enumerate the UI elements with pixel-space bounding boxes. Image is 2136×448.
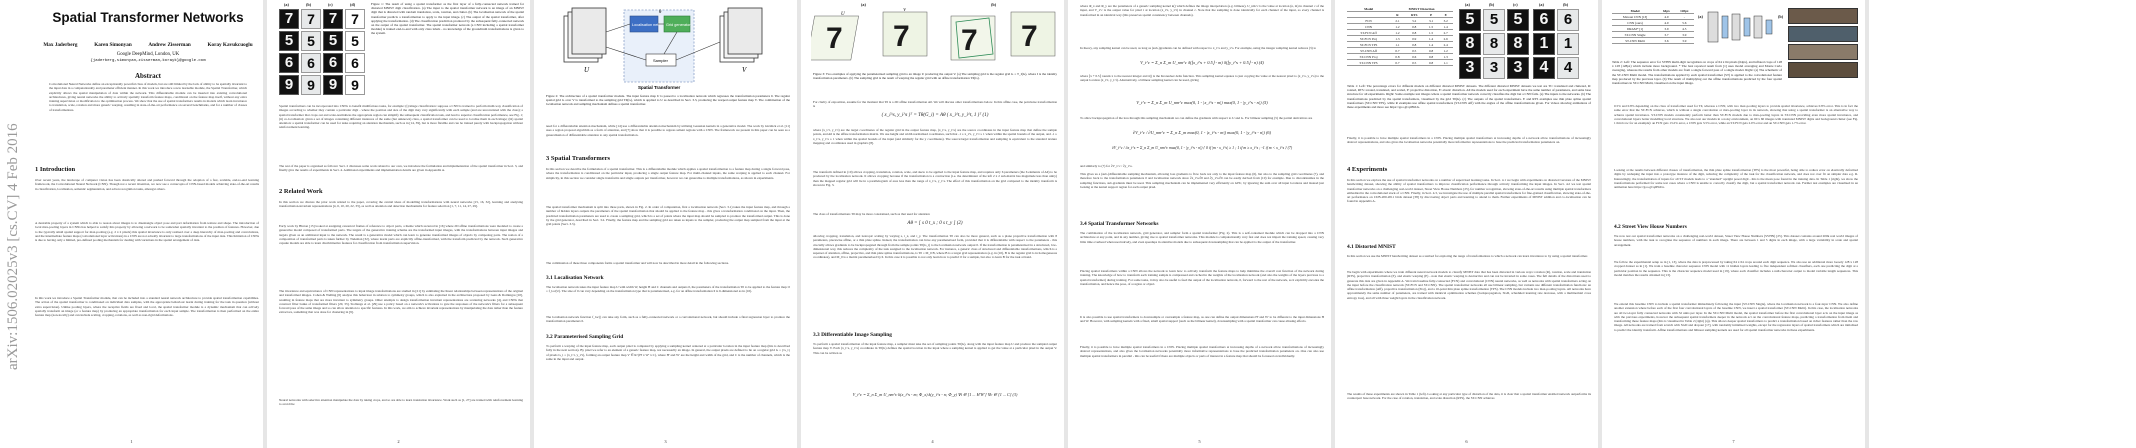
digit-glyph: 9 — [307, 77, 315, 93]
example-grid — [1557, 57, 1579, 79]
digit-glyph: 6 — [328, 54, 338, 71]
svhn-image — [1788, 44, 1858, 60]
body-paragraph: It is also possible to use spatial transformers to downsample or oversample a feature map, as one can define the output dimensions H' and W' to be different to the input dimensions H and W. However, with sampling kernels with a fixed, small spatial support (such as the bilinear kernel), downsampling with a spatial transformer can cause aliasing effects. — [1080, 315, 1324, 324]
table-cell: 0.8 — [1424, 54, 1439, 60]
table-header: Model — [1612, 8, 1658, 14]
table-cell: 0.5 — [1405, 60, 1424, 66]
svhn-image — [1788, 62, 1858, 78]
digit-glyph: 6 — [1539, 11, 1549, 28]
table-cell: - — [1675, 14, 1694, 20]
table-cell: ST-FCN TPS — [1347, 42, 1390, 48]
table-cell: 1.3 — [1390, 36, 1405, 42]
author-emails: {jaderberg,simonyan,zisserman,korayk}@google.com — [90, 59, 206, 63]
subsection-heading: 3.4 Spatial Transformer Networks — [1080, 221, 1159, 227]
digit-glyph: 9 — [351, 77, 359, 93]
layer-block — [1732, 14, 1740, 40]
body-paragraph: Early work by Hinton [15] looked at assigning canonical frames of reference to object parts, a theme which recurred in [16] where 2D affine transformations were modeled to create a generative model composed of transformed parts. The targets of the generative training scheme are the transformed input images, with the transformations between input images and targets given as an additional input to the network. The result is a generative model which can learn to generate transformed images of objects by composing parts. The notion of a composition of transformed parts is taken further by Tieleman [32], where learnt parts are explicitly affine-transformed, with the transform predicted by the network. Such generative capsule models are able to learn discriminative features for classification from transformation supervision. — [279, 224, 523, 246]
example-output — [1507, 9, 1529, 31]
digit-glyph: 5 — [307, 33, 315, 49]
equation: ( x_i^s, y_i^s )ᵀ = Tθ(G_i) = Aθ ( x_i^t, y_i^t, 1 )ᵀ (1) — [881, 113, 989, 118]
fig1-output-image — [323, 75, 343, 95]
fig1-transform-grid — [301, 31, 321, 51]
table-cell: CNN (ours) — [1612, 20, 1658, 26]
fig3-panel-label: (b) — [991, 2, 997, 7]
table-cell: ST-CNN Multi — [1612, 38, 1658, 44]
body-paragraph: The invariance and equivariance of CNN representations to input image transformations are studied in [21] by estimating the linear relationships between representations of the original and transformed images. Cohen & Welling [6] analyse this behaviour in relation to symmetry groups, which is also exploited in the architecture proposed by Gens & Domingos [10], resulting in feature maps that are more invariant to symmetry groups. Other attempts to design transformation invariant representations are scattering networks [4], and CNNs that construct filter banks of transformed filters [20, 33]. Stollenga et al. [29] use a policy based on a network's activations to gate the responses of the network's filters for a subsequent forward pass of the same image and so can allow attention to specific features. In this work, we aim to achieve invariant representations by manipulating the data rather than the feature extractors, something that was done for clustering in [9]. — [279, 289, 523, 315]
page-number: 4 — [931, 439, 934, 444]
fig1-output-image — [323, 31, 343, 51]
table-cell: 3.9 — [1675, 32, 1694, 38]
body-paragraph: We begin with experiments where we train different neural network models to classify MNIST data that has been distorted in various ways: rotation (R), rotation, scale and translation (RTS), projective transformation (P), and elastic warping (E) - note that elastic warping is destructive and can not be inverted in some cases. The full details of the distortions used to generate this data are given in Appendix A. We train baseline fully-connected (FCN) and convolutional (CNN) neural networks, as well as networks with spatial transformers acting on the input before the classification network (ST-FCN and ST-CNN). The spatial transformer networks all use bilinear sampling, but variants use different transformation functions: an affine transformation (Aff), projective transformation (Proj), and a 16-point thin plate spline transformation (TPS). The CNN models include two max-pooling layers. All networks have approximately the same number of parameters, are trained with identical optimisation schemes (backpropagation, SGD, scheduled learning rate decrease, with a multinomial cross entropy loss), and all with three weight layers in the classification network. — [1347, 270, 1591, 300]
fig3-panel-a — [811, 8, 927, 60]
table-col-header: E — [1438, 12, 1453, 18]
digit-glyph: 5 — [1513, 11, 1523, 28]
table-cell: 1.5 — [1424, 30, 1439, 36]
fig3-v-label: V — [903, 8, 907, 13]
digit-glyph: 6 — [307, 55, 315, 71]
example-grid — [1483, 9, 1505, 31]
body-paragraph: where (x_i^t, y_i^t) are the target coordinates of the regular grid in the output feature map, (x_i^s, y_i^s) are the source coordinates in the input feature map that define the sample points, and Aθ is the affine transformation matrix. We use height and width normalised coordinates, such that -1 ≤ x_i^t, y_i^t ≤ 1 when within the spatial bounds of the output, and -1 ≤ x_i^s, y_i^s ≤ 1 when within the spatial bounds of the input (and similarly for the y coordinates). The source/target transformation and sampling is equivalent to the standard texture mapping and coordinates used in graphics [8]. — [813, 128, 1057, 145]
body-paragraph: The combination of these three components forms a spatial transformer and will now be described in more detail in the following sections. — [546, 261, 729, 265]
page-number: 5 — [1198, 439, 1201, 444]
example-input — [1533, 9, 1555, 31]
fig1-input-image — [279, 53, 299, 73]
fig1-input-image — [279, 9, 299, 29]
table-col-header: R — [1390, 12, 1405, 18]
table-cell: 1.4 — [1438, 24, 1453, 30]
v-label: V — [742, 66, 747, 74]
body-paragraph: allowing cropping, translation, and isotropic scaling by varying s, t_x, and t_y. The transformation Tθ can also be more general, such as a plane projective transformation with 8 parameters, piecewise affine, or a thin plate spline. Indeed, the transformation can have any parameterised form, provided that it is differentiable with respect to the parameters - this crucially allows gradients to be backpropagated through from the sample points Tθ(G_i) to the localisation network output θ. If the transformation is parameterised in a structured, low-dimensional way, this reduces the complexity of the task assigned to the localisation network. For instance, a generic class of structured and differentiable transformations, which is a superset of attention, affine, projective, and thin plate spline transformations, is Tθ = M_θ B, where B is a target grid representation (e.g. in (10), B is the regular grid G in homogeneous coordinates), and M_θ is a matrix parameterised by θ. In this case it is possible to not only learn how to predict θ for a sample, but also to learn B for the task at hand. — [813, 234, 1057, 260]
table-cell: 0.7 — [1390, 60, 1405, 66]
author-name: Koray Kavukcuoglu — [207, 42, 253, 48]
table-cell: 0.6 — [1405, 54, 1424, 60]
body-paragraph: The rest of the paper is organised as follows: Sect. 2 discusses some work related to our own, we introduce the formulation and implementation of the spatial transformer in Sect. 3, and finally give the results of experiments in Sect. 4. Additional experiments and implementation details are given in Appendix A. — [279, 164, 523, 173]
table-header: 128px — [1675, 8, 1694, 14]
example-input — [1459, 57, 1481, 79]
figure-2-caption: Figure 2: The architecture of a spatial transformer module. The input feature map U is passed to a localisation network which regresses the transformation parameters θ. The regular spatial grid G over V is transformed to the sampling grid Tθ(G), which is applied to U as described in Sect. 3.3, producing the warped output feature map V. The combination of the localisation network and sampling mechanism defines a spatial transformer. — [546, 94, 790, 107]
table-cell: 3.6 — [1658, 38, 1675, 44]
fig1-col-label: (b) — [306, 2, 312, 7]
fig1-prediction — [345, 75, 365, 95]
page-3 — [534, 0, 797, 448]
fig-panel-label: (b) — [1778, 14, 1784, 19]
digit-glyph: 5 — [1489, 11, 1499, 28]
page-number: 2 — [397, 439, 400, 444]
table-2-caption: Table 2: Left: The sequence error for SVHN multi-digit recognition on crops of 64 x 64 pixels (64px), and inflated crops of 128 x 128 (128px) which include more background. * The best reported result from [1] uses model averaging and Monte Carlo averaging, whereas the results from other models are from a single forward pass of a single model. Right: (a) The schematic of the ST-CNN Multi model. The transformations applied by each spatial transformer (ST) is applied to the convolutional feature map produced by the previous layer. (b) The result of multiplying out the affine transformations predicted by the four spatial transformers in ST-CNN Multi, visualised on the input image. — [1612, 60, 1782, 86]
digit-glyph: 1 — [1539, 35, 1549, 52]
results-table-2 — [1612, 8, 1694, 44]
equation: ∂V_i^c / ∂U_nm^c = Σ_n Σ_m max(0, 1 - |x_i^s - m|) max(0, 1 - |y_i^s - n|) (6) — [1132, 130, 1272, 135]
page-6 — [1335, 0, 1598, 448]
digit-glyph: 7 — [826, 22, 843, 55]
example-col-label: (a) — [1465, 2, 1470, 7]
section-heading: 3 Spatial Transformers — [546, 155, 611, 162]
table-row — [1612, 38, 1694, 44]
body-paragraph: We now test our spatial transformer networks on a challenging real-world dataset, Street View House Numbers (SVHN) [25]. This dataset contains around 200k real world images of house numbers, with the task to recognise the sequence of numbers in each image. There are between 1 and 5 digits in each image, with a large variability in scale and spatial arrangement. — [1614, 234, 1858, 247]
author-list — [35, 42, 261, 48]
subsection-heading: 3.3 Differentiable Image Sampling — [813, 332, 892, 338]
body-paragraph: In this section we describe the formulation of a spatial transformer. This is a differentiable module which applies a spatial transformation to a feature map during a single forward pass, where the transformation is conditioned on the particular input, producing a single output feature map. For multi-channel inputs, the same warping is applied to each channel. For simplicity, in this section we consider single transforms and single outputs per transformer, however we can generalise to multiple transformations, as shown in experiments. — [546, 167, 790, 180]
digit-glyph: 7 — [328, 10, 338, 27]
equation: V_i^c = Σ_n Σ_m U_nm^c δ(⌊x_i^s + 0.5⌋ - m) δ(⌊y_i^s + 0.5⌋ - n) (4) — [1140, 60, 1264, 65]
table-cell: 1.2 — [1438, 48, 1453, 54]
table-cell: Maxout CNN [13] — [1612, 14, 1658, 20]
table-cell: 1.1 — [1438, 60, 1453, 66]
fig1-output-image — [323, 9, 343, 29]
author-name: Andrew Zisserman — [148, 42, 191, 48]
module-title: Spatial Transformer — [638, 85, 681, 90]
grid-generator-label: Grid generator — [666, 23, 691, 27]
table-cell: 0.8 — [1405, 24, 1424, 30]
table-cell: 1.2 — [1390, 24, 1405, 30]
digit-glyph: 3 — [1489, 59, 1499, 76]
abstract-heading: Abstract — [134, 72, 162, 80]
fig3-panel-b — [951, 12, 1055, 60]
digit-glyph: 8 — [1465, 35, 1475, 52]
table-cell: 0.8 — [1424, 48, 1439, 54]
input-feature-map — [572, 8, 606, 54]
body-paragraph: In this section we explore the use of spatial transformer networks on a number of supervised learning tasks. In Sect. 4.1 we begin with experiments on distorted versions of the MNIST handwriting dataset, showing the ability of spatial transformers to improve classification performance through actively transforming the input images. In Sect. 4.2 we test spatial transformer networks on a challenging real-world dataset, Street View House Numbers [25], for number recognition, showing state-of-the-art results using multiple spatial transformers embedded in the convolutional stack of a CNN. Finally, in Sect. 4.3, we investigate the use of multiple parallel spatial transformers for fine-grained classification, showing state-of-the-art performance on CUB-200-2011 birds dataset [38] by discovering object parts and learning to attend to them. Further experiments of MNIST addition and co-localisation can be found in Appendix A. — [1347, 178, 1591, 204]
body-paragraph: To allow backpropagation of the loss through this sampling mechanism we can define the gradients with respect to U and G. For bilinear sampling (5) the partial derivatives are — [1080, 116, 1313, 120]
body-paragraph: need for a differentiable attention mechanism, while [14] use a differentiable attention mechanism by utilising Gaussian kernels in a generative model. The work by Girshick et al. [11] uses a region proposal algorithm as a form of attention, and [7] show that it is possible to regress salient regions with a CNN. The framework we present in this paper can be seen as a generalisation of differentiable attention to any spatial transformation. — [546, 124, 790, 137]
digit-glyph: 9 — [328, 76, 338, 93]
digit-glyph: 3 — [1513, 59, 1523, 76]
table-cell: 0.8 — [1405, 30, 1424, 36]
subsection-heading: 3.2 Parameterised Sampling Grid — [546, 334, 624, 340]
digit-glyph: 7 — [893, 20, 910, 53]
body-paragraph: Finally, it is possible to have multiple spatial transformers in a CNN. Placing multiple spatial transformers at increasing depths of a network allow transformations of increasingly abstract representations, and also gives the localisation networks potentially more informative representations to base the predicted transformation parameters on. One can also use multiple spatial transformers in parallel - this can be useful if there are multiple objects or parts of interest in a feature map that should be focussed on individually. — [1080, 345, 1324, 358]
page-4 — [801, 0, 1064, 448]
table-cell: 0.8 — [1424, 60, 1439, 66]
arxiv-stamp — [5, 40, 27, 370]
body-paragraph: For clarity of exposition, assume for the moment that Tθ is a 2D affine transformation Aθ. We will discuss other transformations below. In this affine case, the pointwise transformation is — [813, 100, 1057, 109]
example-input — [1459, 9, 1481, 31]
st-block — [1744, 18, 1750, 36]
body-paragraph: Placing spatial transformers within a CNN allows the network to learn how to actively transform the feature maps to help minimise the overall cost function of the network during training. The knowledge of how to transform each training sample is compressed and cached in the weights of the localisation network (and also the weights of the layers previous to a spatial transformer) during training. For some tasks, it may also be useful to feed the output of the localisation network, θ, forward to the rest of the network, as it explicitly encodes the transformation, and hence the pose, of a region or object. — [1080, 269, 1324, 286]
body-paragraph: and similarly to (7) for ∂V_i^c / ∂y_i^s. — [1080, 164, 1133, 168]
table-header: Model — [1347, 6, 1390, 12]
page-1 — [0, 0, 263, 448]
equation: Aθ = [ s 0 t_x ; 0 s t_y ] (2) — [907, 221, 963, 226]
fig-panel-label: (a) — [1698, 14, 1703, 19]
table-cell: 2.6 — [1438, 36, 1453, 42]
fig1-input-image — [279, 31, 299, 51]
equation: ∂V_i^c / ∂x_i^s = Σ_n Σ_m U_nm^c max(0, 1 - |y_i^s - n|) { 0 if |m - x_i^s| ≥ 1 ; 1 if m ≥ x_i^s ; -1 if m < x_i^s } (7) — [1111, 146, 1293, 150]
body-paragraph: Neural networks with selective attention manipulate the data by taking crops, and so are able to learn translation invariance. Work such as [1, 27] are trained with reinforcement learning to avoid the — [279, 398, 523, 407]
table-cell: 1.3 — [1438, 54, 1453, 60]
body-paragraph: In this section we discuss the prior work related to the paper, covering the central ideas of modelling transformations with neural networks [15, 16, 32], learning and analysing transformation-invariant representations [4, 6, 10, 20, 22, 33], as well as attention and detection mechanisms for feature selection [1, 7, 11, 14, 27, 29]. — [279, 200, 523, 209]
intro-paragraph: Over recent years, the landscape of computer vision has been drastically altered and pushed forward through the adoption of a fast, scalable, end-to-end learning framework, the Convolutional Neural Network (CNN). Though not a recent invention, we now see a cornucopia of CNN-based models achieving state-of-the-art results in classification, localisation, semantic segmentation, and action recognition tasks, amongst others. — [35, 178, 259, 191]
table-header: MNIST Distortion — [1390, 6, 1453, 12]
digit-glyph: 3 — [1465, 59, 1475, 76]
page-number: 6 — [1465, 439, 1468, 444]
affiliation — [35, 52, 261, 64]
localisation-net-label: Localisation net — [632, 23, 659, 27]
fig1-transform-grid — [301, 53, 321, 73]
intro-paragraph: In this work we introduce a Spatial Transformer module, that can be included into a standard neural network architecture to provide spatial transformation capabilities. The action of the spatial transformer is conditioned on individual data samples, with the appropriate behaviour learnt during training for the task in question (without extra supervision). Unlike pooling layers, where the receptive fields are fixed and local, the spatial transformer module is a dynamic mechanism that can actively spatially transform an image (or a feature map) by producing an appropriate transformation for each input sample. The transformation is then performed on the entire feature map (non-locally) and can include scaling, cropping, rotations, as well as non-rigid deformations. — [35, 296, 259, 318]
abstract-text: Convolutional Neural Networks define an exceptionally powerful class of models, but are still limited by the lack of ability to be spatially invariant to the input data in a computationally and parameter efficient manner. In this work we introduce a new learnable module, the Spatial Transformer, which explicitly allows the spatial manipulation of data within the network. This differentiable module can be inserted into existing convolutional architectures, giving neural networks the ability to actively spatially transform feature maps, conditional on the feature map itself, without any extra training supervision or modification to the optimisation process. We show that the use of spatial transformers results in models which learn invariance to translation, scale, rotation and more generic warping, resulting in state-of-the-art performance on several benchmarks, and for a number of classes of transformations. — [49, 82, 247, 112]
table-cell: 2.1 — [1390, 18, 1405, 24]
u-label: U — [584, 66, 590, 74]
table-cell: 0.7 — [1390, 48, 1405, 54]
digit-glyph: 7 — [351, 11, 359, 27]
table-cell: 3.1 — [1424, 18, 1439, 24]
example-col-label: (b) — [1489, 2, 1495, 7]
st-cnn-multi-schematic — [1706, 6, 1776, 50]
body-paragraph: The transform defined in (10) allows cropping, translation, rotation, scale, and skew to be applied to the input feature map, and requires only 6 parameters (the 6 elements of Aθ) to be produced by the localisation network. It allows cropping because if the transformation is a contraction (i.e. the determinant of the left 2 x 2 sub-matrix has magnitude less than unity) then the mapped regular grid will lie in a parallelogram of area less than the range of x_i^s, y_i^s. The effect of this transformation on the grid compared to the identity transform is shown in Fig. 3. — [813, 170, 1057, 187]
digit-glyph: 8 — [1489, 35, 1499, 52]
table-cell: 3.7 — [1658, 32, 1675, 38]
digit-glyph: 7 — [284, 10, 294, 27]
digit-glyph: 5 — [284, 32, 294, 49]
body-paragraph: We follow the experimental setup as in [1, 13], where the data is preprocessed by taking 64 x 64 crops around each digit sequence. We also use an additional more loosely 128 x 128 cropped dataset as in [1]. We train a baseline character sequence CNN model with 11 hidden layers leading to five independent softmax classifiers, each one predicting the digit at a particular position in the sequence. This is the character sequence model used in [19], where each classifier includes a null-character output to model variable length sequences. This model matches the results obtained in [13]. — [1614, 260, 1858, 277]
table-cell: 3.2 — [1438, 18, 1453, 24]
digit-glyph: 6 — [351, 55, 359, 71]
st-block — [1766, 20, 1772, 34]
affiliation-text: Google DeepMind, London, UK — [116, 52, 180, 57]
body-paragraph: We extend this baseline CNN to include a spatial transformer immediately following the input (ST-CNN Single), where the localisation network is a four-layer CNN. We also define another extension where before each of the first four convolutional layers of the baseline CNN, we insert a spatial transformer (ST-CNN Multi). In this case, the localisation networks are all two-layer fully connected networks with 32 units per layer. In the ST-CNN Multi model, the spatial transformer before the first convolutional layer acts on the input image as with the previous experiments, however the subsequent spatial transformers deeper in the network act on the convolutional feature maps, predicting a transformation from them and transforming these feature maps (this is visualised in Table 2 (right) (a)). This allows deeper spatial transformers to predict a transformation based on richer features rather than the raw image. All networks are trained from scratch with SGD and dropout [17], with randomly initialised weights, except for the regression layers of spatial transformers which are initialised to predict the identity transform. Affine transformations and bilinear sampling kernels are used for all spatial transformer networks in these experiments. — [1614, 302, 1858, 332]
digit-glyph: 7 — [961, 24, 978, 57]
table-header: 64px — [1658, 8, 1675, 14]
table-cell: 1.4 — [1424, 42, 1439, 48]
fig1-prediction — [345, 31, 365, 51]
table-cell: 3.9 — [1675, 38, 1694, 44]
digit-glyph: 1 — [1563, 35, 1573, 52]
table-cell: 4.0 — [1658, 20, 1675, 26]
fig1-output-image — [323, 53, 343, 73]
table-cell: 2.4 — [1438, 42, 1453, 48]
table-cell: ST-CNN Proj — [1347, 54, 1390, 60]
author-name: Max Jaderberg — [43, 42, 78, 48]
example-input — [1533, 33, 1555, 55]
table-cell: CNN — [1347, 24, 1390, 30]
arxiv-id: arXiv:1506.02025v3 [cs.CV] 4 Feb 2016 — [5, 123, 21, 370]
subsection-heading: 3.1 Localisation Network — [546, 275, 604, 281]
example-grid — [1483, 57, 1505, 79]
results-table-1 — [1347, 6, 1453, 66]
sampler-label: Sampler — [653, 58, 668, 63]
equation: V_i^c = Σ_n Σ_m U_nm^c k(x_i^s - m; Φ_x) k(y_i^s - n; Φ_y) ∀i ∈ [1 ... H'W'] ∀c ∈ [1 ... C] (3) — [852, 392, 1018, 397]
page-number: 7 — [1732, 439, 1735, 444]
fig1-transform-grid — [301, 9, 321, 29]
table-cell: 1.4 — [1424, 36, 1439, 42]
fig1-input-image — [279, 75, 299, 95]
svhn-image — [1788, 26, 1858, 42]
table-cell: 2.7 — [1438, 30, 1453, 36]
subsection-heading: 4.2 Street View House Numbers — [1614, 224, 1687, 230]
body-paragraph: The class of transformations Tθ may be more constrained, such as that used for attention — [813, 212, 930, 216]
fig1-col-label: (d) — [350, 2, 356, 7]
paper-title: Spatial Transformer Networks — [52, 10, 244, 25]
example-grid — [1557, 9, 1579, 31]
fig1-prediction — [345, 53, 365, 73]
figure-3-grids — [811, 8, 1061, 70]
section-heading: 2 Related Work — [279, 188, 323, 195]
body-paragraph: In this section we use the MNIST handwriting dataset as a testbed for exploring the range of transformations to which a network can learn invariance to by using a spatial transformer. — [1347, 254, 1588, 258]
subsection-heading: 4.1 Distorted MNIST — [1347, 244, 1396, 250]
body-paragraph: where Φ_x and Φ_y are the parameters of a generic sampling kernel k() which defines the image interpolation (e.g. bilinear), U_nm^c is the value at location (n, m) in channel c of the input, and V_i^c is the output value for pixel i at location (x_i^t, y_i^t) in channel c. Note that the sampling is done identically for each channel of the input, so every channel is transformed in an identical way (this preserves spatial consistency between channels). — [1080, 4, 1324, 17]
digit-glyph: 5 — [351, 33, 359, 49]
example-col-label: (c) — [1513, 2, 1518, 7]
body-paragraph: To perform a warping of the input feature map, each output pixel is computed by applying a sampling kernel centered at a particular location in the input feature map (this is described fully in the next section). By pixel we refer to an element of a generic feature map, not necessarily an image. In general, the output pixels are defined to lie on a regular grid G = {G_i} of pixels G_i = (x_i^t, y_i^t), forming an output feature map V ∈ R^(H' x W' x C), where H' and W' are the height and width of the grid, and C is the number of channels, which is the same in the input and output. — [546, 344, 790, 361]
body-paragraph: Looking at the results between different classes of transformation, the thin plate spline transformation (TPS) is the most powerful, being able to reduce error on elastically deformed digits by reshaping the input into a prototype instance of the digit, reducing the complexity of the task for the classification network, and does not over fit on simpler data e.g. R. Interestingly, the transformation of inputs for all ST models leads to a "standard" upright posed digit - this is the mean pose found in the training data. In Table 1 (right), we show the transformations performed for some test cases where a CNN is unable to correctly classify the digit, but a spatial transformer network can. Further test examples are visualised in an animation here https://goo.gl/qdEhUu. — [1614, 168, 1858, 190]
page-number: 1 — [130, 439, 133, 444]
page-8-partial — [1869, 0, 2136, 448]
table-1-caption: Table 1: Left: The percentage errors for different models on different distorted MNIST datasets. The different distorted MNIST datasets we test are TC: translated and cluttered, R: rotated, RTS: rotated, translated, and scaled, P: projective distortion, E: elastic distortion. All the models used for each experiment have the same number of parameters, and same base structure for all experiments. Right: Some example test images where a spatial transformer network correctly classifies the digit but a CNN fails. (a) The inputs to the networks. (b) The transformations predicted by the spatial transformers, visualised by the grid Tθ(G). (c) The outputs of the spatial transformers. E and RTS examples use thin plate spline spatial transformers (ST-CNN TPS), while R examples use affine spatial transformers (ST-CNN Aff) with the angles of the affine transformations given. For videos showing animations of these experiments and more see https://goo.gl/qdEhUu. — [1347, 84, 1591, 110]
digit-glyph: 7 — [1021, 20, 1038, 53]
body-paragraph: The localisation network takes the input feature map U with width W, height H and C channels and outputs θ, the parameters of the transformation Tθ to be applied to the feature map: θ = f_loc(U). The size of θ can vary depending on the transformation type that is parameterised, e.g. for an affine transformation θ is 6-dimensional as in (10). — [546, 285, 790, 294]
layer-block — [1754, 16, 1762, 38]
body-paragraph: To perform a spatial transformation of the input feature map, a sampler must take the set of sampling points Tθ(G), along with the input feature map U and produce the sampled output feature map V. Each (x_i^s, y_i^s) coordinate in Tθ(G) defines the spatial location in the input where a sampling kernel is applied to get the value at a particular pixel in the output V. This can be written as — [813, 342, 1057, 355]
body-paragraph: Finally, it is possible to have multiple spatial transformers in a CNN. Placing multiple spatial transformers at increasing depths of a network allow transformations of increasingly abstract representations, and also gives the localisation networks potentially more informative representations to base the predicted transformation parameters on. — [1347, 136, 1591, 145]
table-cell: 1.1 — [1390, 42, 1405, 48]
body-paragraph: where ⌊x + 0.5⌋ rounds x to the nearest integer and δ() is the Kronecker delta function. This sampling kernel equates to just copying the value at the nearest pixel to (x_i^s, y_i^s) to the output location (x_i^t, y_i^t). Alternatively, a bilinear sampling kernel can be used, giving — [1080, 74, 1324, 83]
table-cell: ST-CNN Aff — [1347, 48, 1390, 54]
body-paragraph: The localisation network function f_loc() can take any form, such as a fully-connected network or a convolutional network, but should include a final regression layer to produce the transformation parameters θ. — [546, 315, 790, 324]
equation: V_i^c = Σ_n Σ_m U_nm^c max(0, 1 - |x_i^s - m|) max(0, 1 - |y_i^s - n|) (5) — [1136, 100, 1268, 105]
fig1-col-label: (c) — [328, 2, 333, 7]
theta-label: θ — [659, 10, 662, 15]
digit-glyph: 8 — [1513, 35, 1523, 52]
table-cell: 3.9 — [1658, 26, 1675, 32]
table-cell: 5.6 — [1675, 20, 1694, 26]
table-cell: ST-FCN Proj — [1347, 36, 1390, 42]
page-2 — [267, 0, 530, 448]
digit-glyph: 9 — [284, 76, 294, 93]
figure-2-diagram — [554, 2, 784, 90]
table-cell: FCN — [1347, 18, 1390, 24]
table-cell: 0.8 — [1390, 54, 1405, 60]
digit-glyph: 5 — [328, 32, 338, 49]
table-col-header: RTS — [1405, 12, 1424, 18]
table-cell: ST-FCN Aff — [1347, 30, 1390, 36]
digit-glyph: 5 — [1465, 11, 1475, 28]
body-paragraph: This gives us a (sub-)differentiable sampling mechanism, allowing loss gradients to flow back not only to the input feature map (6), but also to the sampling grid coordinates (7), and therefore back to the transformation parameters θ and localisation network since ∂x_i^s/∂θ and ∂y_i^s/∂θ can be easily derived from (10) for example. Due to discontinuities in the sampling functions, sub-gradients must be used. This sampling mechanism can be implemented very efficiently on GPU, by ignoring the sum over all input locations and instead just looking at the kernel support region for each output pixel. — [1080, 172, 1324, 189]
st-block — [1722, 16, 1728, 38]
example-input — [1459, 33, 1481, 55]
table-cell: 1.2 — [1390, 30, 1405, 36]
svhn-image — [1788, 8, 1858, 24]
fig3-panel-label: (a) — [861, 2, 866, 7]
example-grid — [1557, 33, 1579, 55]
example-col-label: (b) — [1563, 2, 1569, 7]
page-5 — [1068, 0, 1331, 448]
page-7 — [1602, 0, 1865, 448]
author-name: Karen Simonyan — [94, 42, 132, 48]
fig3-u-label: U — [841, 12, 845, 17]
body-paragraph: The spatial transformer mechanism is split into three parts, shown in Fig. 2. In order of computation, first a localisation network (Sect. 3.1) takes the input feature map, and through a number of hidden layers outputs the parameters of the spatial transformation that should be applied to the feature map - this gives a transformation conditional on the input. Then, the predicted transformation parameters are used to create a sampling grid, which is a set of points where the input map should be sampled to produce the transformed output. This is done by the grid generator, described in Sect. 3.2. Finally, the feature map and the sampling grid are taken as inputs to the sampler, producing the output map sampled from the input at the grid points (Sect. 3.3). — [546, 205, 790, 227]
body-paragraph: The results of these experiments are shown in Table 1 (left). Looking at any particular type of distortion of the data, it is clear that a spatial transformer enabled network outperforms its counterpart base network. For the case of rotation, translation, and scale distortion (RTS), the ST-CNN achieves — [1347, 392, 1591, 401]
example-input — [1533, 57, 1555, 79]
body-paragraph: Spatial transformers can be incorporated into CNNs to benefit multifarious tasks, for example: (i) image classification: suppose a CNN is trained to perform multi-way classification of images according to whether they contain a particular digit - where the position and size of the digit may vary significantly with each sample (and are uncorrelated with the class); a spatial transformer that crops out and scale-normalizes the appropriate region can simplify the subsequent classification task, and lead to superior classification performance, see Fig. 1; (ii) co-localisation: given a set of images containing different instances of the same (but unknown) class, a spatial transformer can be used to localise them in each image; (iii) spatial attention: a spatial transformer can be used for tasks requiring an attention mechanism, such as in [14, 39], but is more flexible and can be trained purely with backpropagation without reinforcement learning. — [279, 104, 523, 130]
table-col-header: P — [1424, 12, 1439, 18]
fig1-col-label: (a) — [284, 2, 289, 7]
layer-block — [1708, 12, 1718, 42]
table-cell: ST-CNN Single — [1612, 32, 1658, 38]
section-heading: 4 Experiments — [1347, 166, 1388, 173]
body-paragraph: In theory, any sampling kernel can be used, as long as (sub-)gradients can be defined with respect to x_i^s and y_i^s. For example, using the integer sampling kernel reduces (3) to — [1080, 46, 1317, 50]
body-paragraph: 0.5% and 0.8% depending on the class of transformer used for Tθ, whereas a CNN, with two max-pooling layers to provide spatial invariance, achieves 0.8% error. This is in fact the same error that the ST-FCN achieves, which is without a single convolution or max-pooling layer in its network, showing that using a spatial transformer is an alternative way to achieve spatial invariance. ST-CNN models consistently perform better than ST-FCN models due to max-pooling layers in ST-CNN providing even more spatial invariance, and convolutional layers better modelling local structure. We also test our models in a noisy environment, on 60 x 60 images with translated MNIST digits and background clutter (see Fig. 1 third row for an example): an FCN gets 13.2% error, a CNN gets 3.5% error, while an ST-FCN gets 2.0% error and an ST-CNN gets 1.7% error. — [1614, 104, 1858, 126]
example-output — [1507, 57, 1529, 79]
table-row — [1347, 60, 1453, 66]
digit-glyph: 4 — [1539, 59, 1549, 76]
table-cell: 4.5 — [1675, 26, 1694, 32]
table-cell: 4.0 — [1658, 14, 1675, 20]
page-number: 3 — [664, 439, 667, 444]
figure-3-caption: Figure 3: Two examples of applying the parameterised sampling grid to an image U producing the output V. (a) The sampling grid is the regular grid G = T_I(G), where I is the identity transformation parameters. (b) The sampling grid is the result of warping the regular grid with an affine transformation Tθ(G). — [813, 72, 1057, 81]
intro-paragraph: A desirable property of a system which is able to reason about images is to disentangle object pose and part deformation from texture and shape. The introduction of local max-pooling layers in CNNs has helped to satisfy this property by allowing a network to be somewhat spatially invariant to the position of features. However, due to the typically small spatial support for max-pooling (e.g. 2 x 2 pixels) this spatial invariance is only realised over a deep hierarchy of max-pooling and convolutions, and the intermediate feature maps (convolutional layer activations) in a CNN are not actually invariant to large transformations of the input data. This limitation of CNNs is due to having only a limited, pre-defined pooling mechanism for dealing with variations in the spatial arrangement of data. — [35, 221, 259, 243]
table-cell: DRAM* [1] — [1612, 26, 1658, 32]
fig1-transform-grid — [301, 75, 321, 95]
table-cell: 0.5 — [1405, 48, 1424, 54]
output-feature-map — [728, 8, 762, 54]
figure-1-caption: Figure 1: The result of using a spatial transformer as the first layer of a fully-connected network trained for distorted MNIST digit classification. (a) The input to the spatial transformer network is an image of an MNIST digit that is distorted with random translation, scale, rotation, and clutter. (b) The localisation network of the spatial transformer predicts a transformation to apply to the input image. (c) The output of the spatial transformer, after applying the transformation. (d) The classification prediction produced by the subsequent fully-connected network on the output of the spatial transformer. The spatial transformer network (a CNN including a spatial transformer module) is trained end-to-end with only class labels - no knowledge of the groundtruth transformations is given to the system. — [371, 2, 524, 36]
table-cell: 0.8 — [1405, 42, 1424, 48]
body-paragraph: The combination of the localisation network, grid generator, and sampler form a spatial transformer (Fig. 2). This is a self-contained module which can be dropped into a CNN architecture at any point, and in any number, giving rise to spatial transformer networks. This module is computationally very fast and does not impair the training speed, causing very little time overhead when used naively, and even speedups in attentive models due to subsequent downsampling that can be applied to the output of the transformer. — [1080, 231, 1324, 244]
digit-glyph: 7 — [307, 11, 315, 27]
example-col-label: (a) — [1539, 2, 1544, 7]
example-output — [1507, 33, 1529, 55]
digit-glyph: 6 — [284, 54, 294, 71]
table-cell: 1.5 — [1424, 24, 1439, 30]
table-cell: ST-CNN TPS — [1347, 60, 1390, 66]
fig1-prediction — [345, 9, 365, 29]
digit-glyph: 4 — [1563, 59, 1573, 76]
digit-glyph: 6 — [1563, 11, 1573, 28]
table-cell: 5.2 — [1405, 18, 1424, 24]
table-cell: 0.9 — [1405, 36, 1424, 42]
example-grid — [1483, 33, 1505, 55]
section-heading: 1 Introduction — [35, 166, 76, 173]
